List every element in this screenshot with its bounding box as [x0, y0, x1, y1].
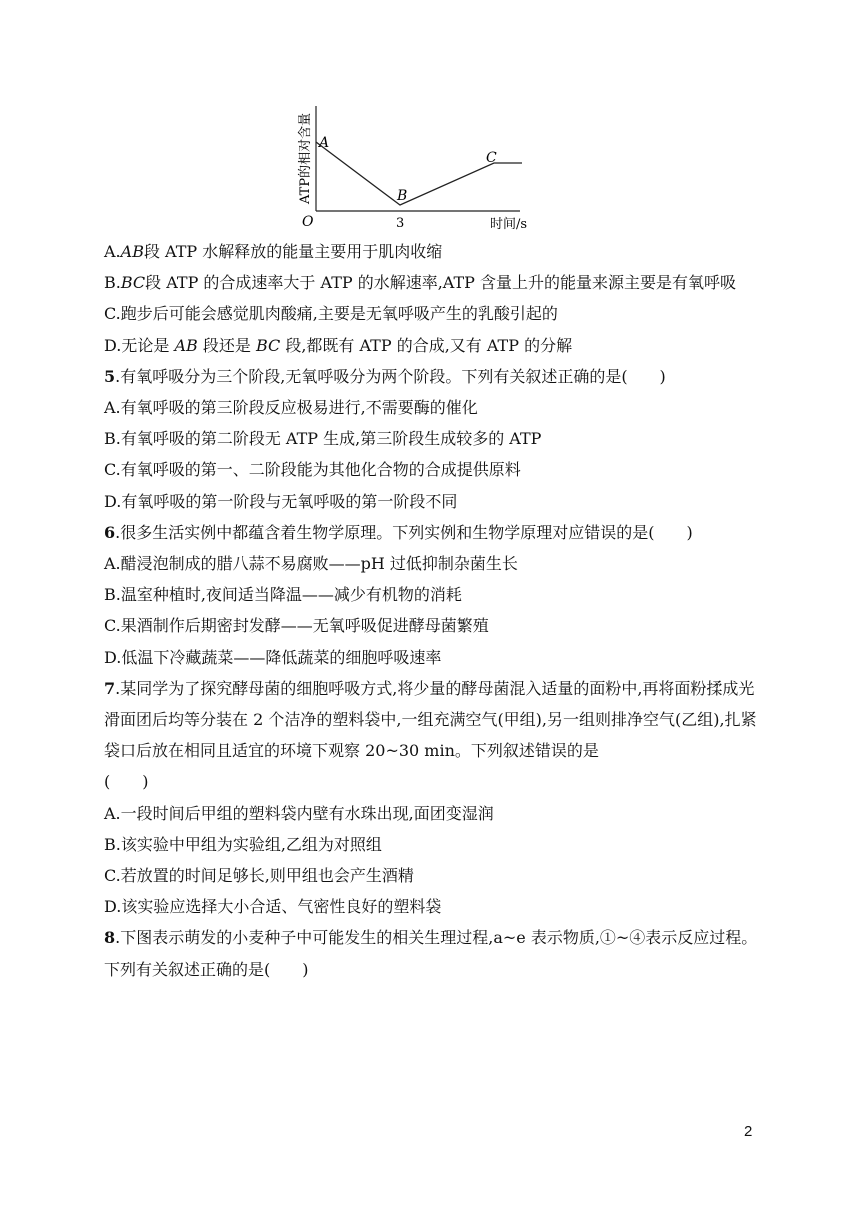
q4-option-d: [104, 330, 760, 361]
q4-option-b: [104, 267, 760, 298]
segment-label: AB: [174, 335, 198, 355]
question-stem: .有氧呼吸分为三个阶段,无氧呼吸分为两个阶段。下列有关叙述正确的是( ): [115, 366, 666, 386]
q5-stem: [104, 361, 760, 392]
q6-option-c: C.果酒制作后期密封发酵——无氧呼吸促进酵母菌繁殖: [104, 616, 489, 636]
q8-stem: [104, 922, 760, 984]
atp-line-chart: [282, 100, 542, 234]
q7-option-a: A.一段时间后甲组的塑料袋内壁有水珠出现,面团变湿润: [104, 803, 494, 823]
question-stem: .某同学为了探究酵母菌的细胞呼吸方式,将少量的酵母菌混入适量的面粉中,再将面粉揉成光滑面团后均等分装在 2 个洁净的塑料袋中,一组充满空气(甲组),另一组则排净空气(乙组),扎紧袋口后放在相同且适宜的环境下观察 20~30 min。下列叙述错误的是: [104, 678, 757, 761]
q7-option-d: D.该实验应选择大小合适、气密性良好的塑料袋: [104, 897, 442, 917]
q5-option-a: A.有氧呼吸的第三阶段反应极易进行,不需要酶的催化: [104, 398, 478, 418]
y-axis-label: ATP的相对含量: [298, 112, 313, 204]
q6-option-d: D.低温下冷藏蔬菜——降低蔬菜的细胞呼吸速率: [104, 647, 442, 667]
tick-label-3: 3: [396, 216, 405, 231]
segment-label: BC: [120, 273, 146, 293]
q7-option-c: C.若放置的时间足够长,则甲组也会产生酒精: [104, 866, 414, 886]
page-number: 2: [744, 1123, 753, 1140]
option-prefix: A.: [104, 242, 121, 261]
q7-blank: ( ): [104, 772, 149, 792]
option-text: 段,都既有 ATP 的合成,又有 ATP 的分解: [280, 335, 573, 355]
question-number: 6: [104, 522, 116, 542]
x-axis-label: 时间/s: [490, 217, 528, 232]
question-stem: .很多生活实例中都蕴含着生物学原理。下列实例和生物学原理对应错误的是( ): [115, 522, 693, 542]
question-number: 5: [104, 366, 116, 386]
option-text: 段 ATP 的合成速率大于 ATP 的水解速率,ATP 含量上升的能量来源主要是有氧呼吸: [145, 273, 737, 293]
option-prefix: B.: [104, 273, 121, 293]
segment-label: AB: [120, 242, 144, 261]
q6-option-a: A.醋浸泡制成的腊八蒜不易腐败——pH 过低抑制杂菌生长: [104, 554, 518, 574]
option-text: 段 ATP 水解释放的能量主要用于肌肉收缩: [143, 242, 443, 261]
q4-option-a: [104, 236, 760, 267]
point-label-b: B: [397, 188, 408, 204]
point-label-a: A: [319, 135, 330, 151]
question-number: 8: [104, 928, 116, 948]
option-text: D.无论是: [104, 335, 175, 355]
q6-option-b: B.温室种植时,夜间适当降温——减少有机物的消耗: [104, 585, 462, 605]
q4-option-c: C.跑步后可能会感觉肌肉酸痛,主要是无氧呼吸产生的乳酸引起的: [104, 304, 558, 324]
q5-option-c: C.有氧呼吸的第一、二阶段能为其他化合物的合成提供原料: [104, 460, 521, 480]
question-number: 7: [104, 678, 116, 698]
option-text: 段还是: [197, 335, 256, 355]
q7-stem: [104, 673, 760, 767]
origin-label: O: [302, 214, 314, 230]
point-label-c: C: [486, 150, 497, 166]
segment-label: BC: [255, 335, 281, 355]
q7-option-b: B.该实验中甲组为实验组,乙组为对照组: [104, 834, 382, 854]
question-text: [104, 236, 760, 985]
q5-option-d: D.有氧呼吸的第一阶段与无氧呼吸的第一阶段不同: [104, 491, 458, 511]
atp-figure: [282, 100, 542, 234]
question-stem: .下图表示萌发的小麦种子中可能发生的相关生理过程,a~e 表示物质,①~④表示反应过程。下列有关叙述正确的是( ): [104, 928, 758, 979]
q5-option-b: B.有氧呼吸的第二阶段无 ATP 生成,第三阶段生成较多的 ATP: [104, 429, 542, 449]
q6-stem: [104, 517, 760, 548]
